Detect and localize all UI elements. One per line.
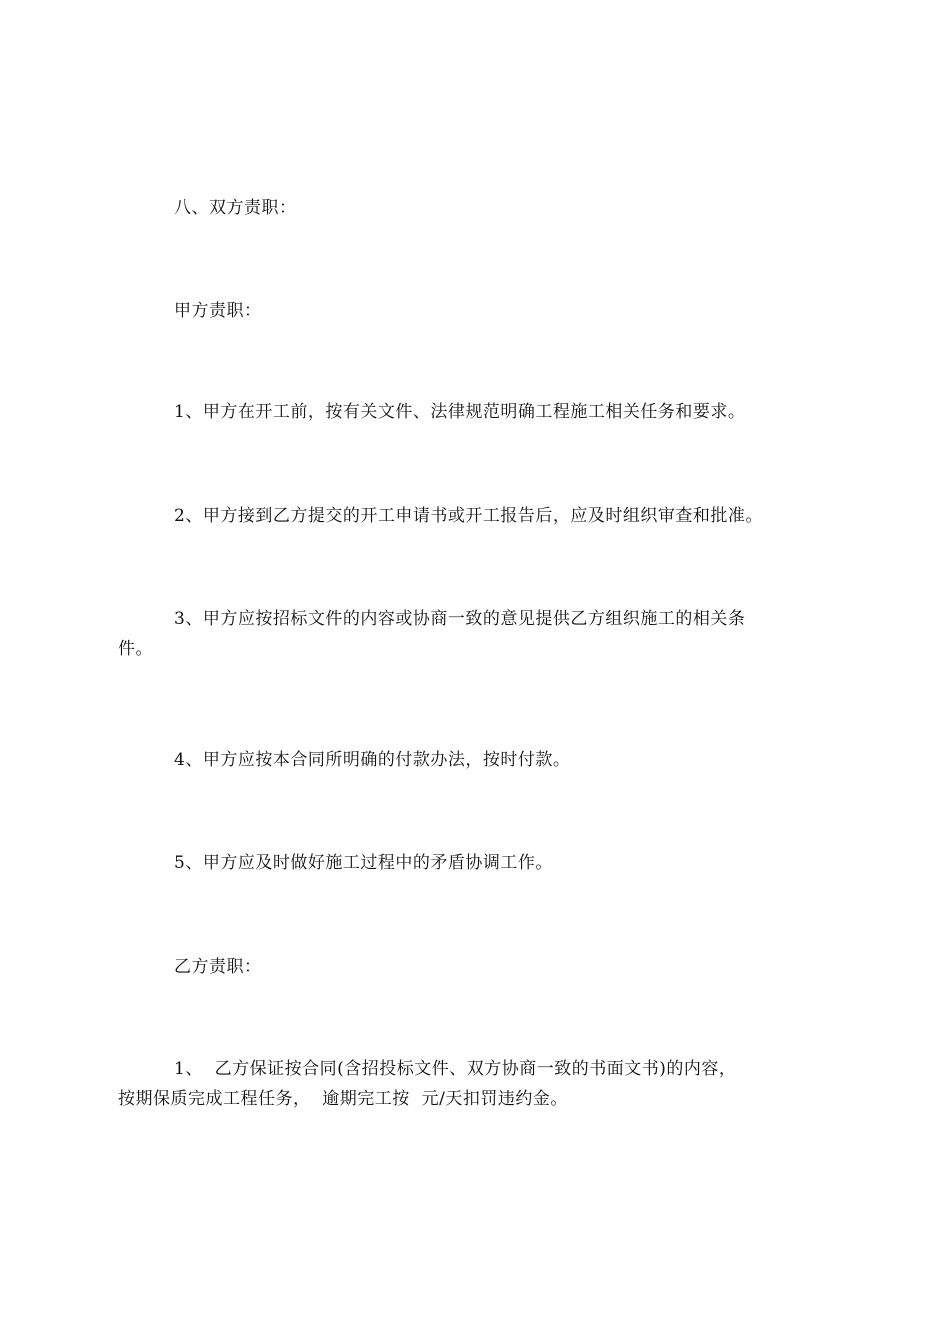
party-a-item-4: 4、甲方应按本合同所明确的付款办法，按时付款。 xyxy=(174,750,571,770)
party-b-item-1-line-2: 按期保质完成工程任务， 逾期完工按 元/天扣罚违约金。 xyxy=(118,1089,568,1109)
section-heading: 八、双方责职： xyxy=(174,198,297,218)
party-a-item-2: 2、甲方接到乙方提交的开工申请书或开工报告后，应及时组织审查和批准。 xyxy=(174,506,763,526)
party-b-heading: 乙方责职： xyxy=(174,957,262,977)
party-a-item-1: 1、甲方在开工前，按有关文件、法律规范明确工程施工相关任务和要求。 xyxy=(174,402,746,422)
party-a-heading: 甲方责职： xyxy=(174,301,262,321)
party-b-item-1-line-1: 1、 乙方保证按合同(含招投标文件、双方协商一致的书面文书)的内容， xyxy=(174,1059,737,1079)
party-a-item-3 xyxy=(118,604,806,664)
party-b-item-1 xyxy=(118,1054,806,1114)
party-a-item-3-line-1: 3、甲方应按招标文件的内容或协商一致的意见提供乙方组织施工的相关条 xyxy=(174,609,746,629)
party-a-item-3-line-2: 件。 xyxy=(118,639,153,659)
party-a-item-5: 5、甲方应及时做好施工过程中的矛盾协调工作。 xyxy=(174,853,553,873)
